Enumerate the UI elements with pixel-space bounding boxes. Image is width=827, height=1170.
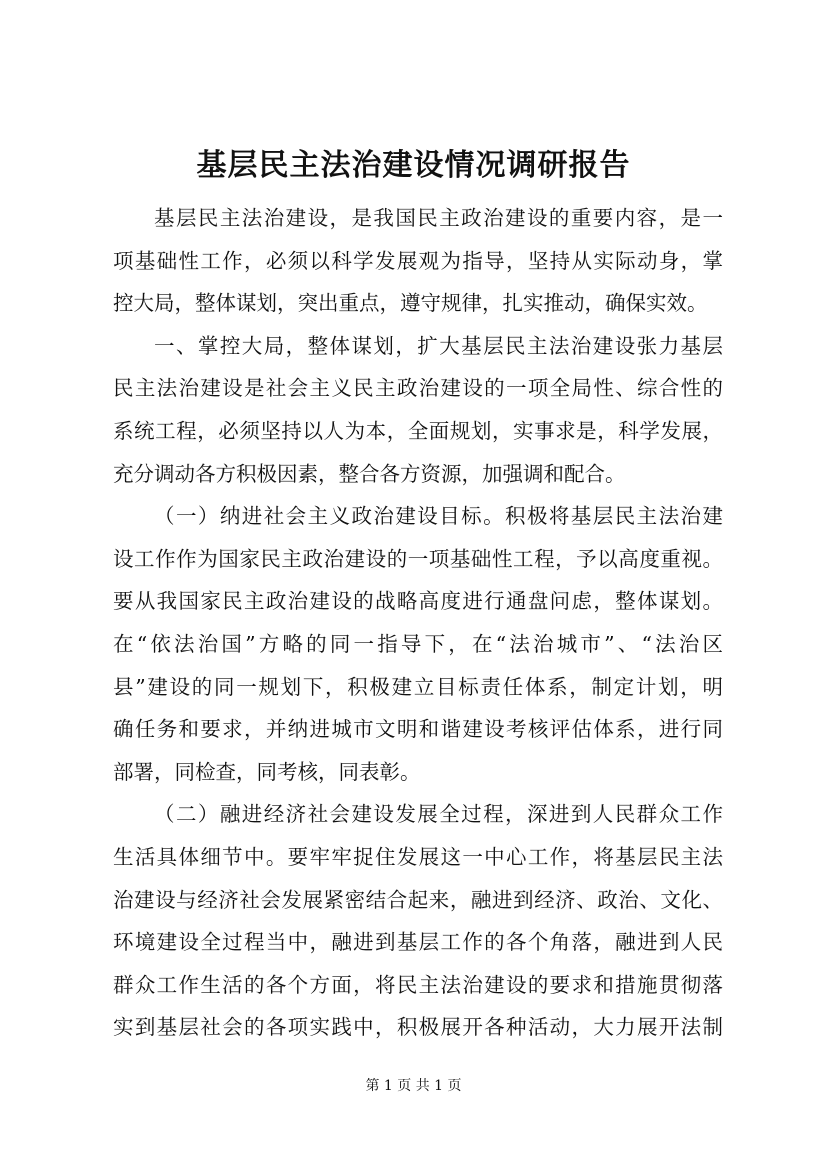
body-line: 县”建设的同一规划下，积极建立目标责任体系，制定计划，明 [113, 674, 723, 699]
body-line: 控大局，整体谋划，突出重点，遵守规律，扎实推动，确保实效。 [113, 291, 708, 316]
body-line: 设工作作为国家民主政治建设的一项基础性工程，予以高度重视。 [113, 546, 723, 571]
body-line: 项基础性工作，必须以科学发展观为指导，坚持从实际动身，掌 [113, 248, 723, 273]
body-line: 部署，同检查，同考核，同表彰。 [113, 759, 421, 784]
body-line: 充分调动各方积极因素，整合各方资源，加强调和配合。 [113, 461, 626, 486]
body-line: 实到基层社会的各项实践中，积极展开各种活动，大力展开法制 [113, 1015, 723, 1040]
body-line: 生活具体细节中。要牢牢捉住发展这一中心工作，将基层民主法 [113, 844, 723, 869]
body-line: 在“依法治国”方略的同一指导下，在“法治城市”、“法治区 [113, 631, 723, 656]
body-line: （二）融进经济社会建设发展全过程，深进到人民群众工作 [154, 802, 723, 827]
body-line: 基层民主法治建设，是我国民主政治建设的重要内容，是一 [154, 206, 723, 230]
body-line: 系统工程，必须坚持以人为本，全面规划，实事求是，科学发展， [113, 418, 723, 443]
body-line: 民主法治建设是社会主义民主政治建设的一项全局性、综合性的 [113, 376, 723, 401]
body-line: 治建设与经济社会发展紧密结合起来，融进到经济、政治、文化、 [113, 887, 723, 912]
body-line: 确任务和要求，并纳进城市文明和谐建设考核评估体系，进行同 [113, 717, 723, 742]
body-line: 一、掌控大局，整体谋划，扩大基层民主法治建设张力基层 [154, 333, 723, 358]
document-title: 基层民主法治建设情况调研报告 [196, 148, 631, 183]
body-line: （一）纳进社会主义政治建设目标。积极将基层民主法治建 [154, 504, 723, 529]
document-body [113, 197, 723, 1049]
page-number-footer: 第 1 页 共 1 页 [365, 1078, 462, 1094]
body-line: 群众工作生活的各个方面，将民主法治建设的要求和措施贯彻落 [113, 972, 723, 997]
body-line: 环境建设全过程当中，融进到基层工作的各个角落，融进到人民 [113, 930, 723, 955]
body-line: 要从我国家民主政治建设的战略高度进行通盘问虑，整体谋划。 [113, 589, 723, 614]
